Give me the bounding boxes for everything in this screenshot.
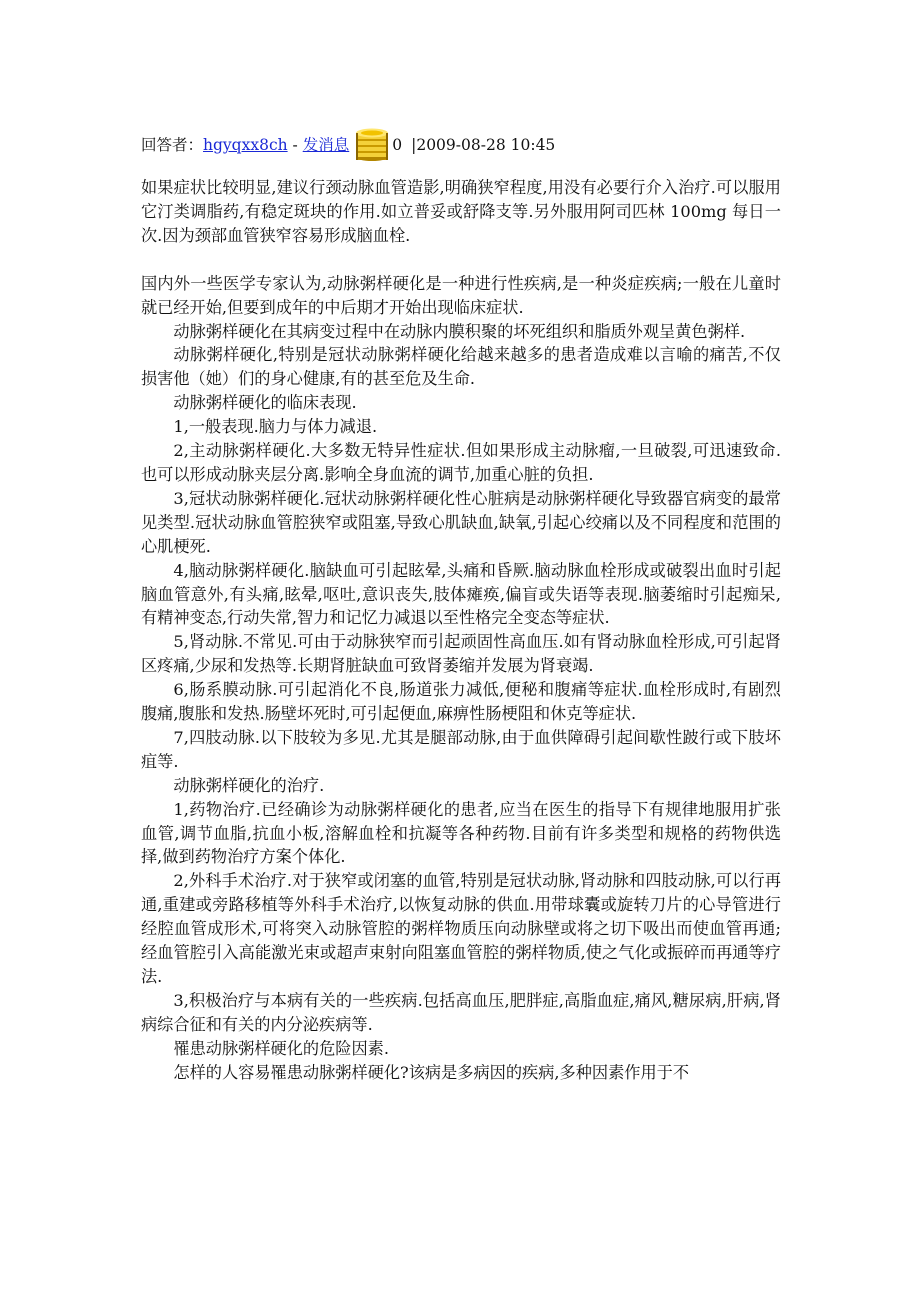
paragraph: 怎样的人容易罹患动脉粥样硬化?该病是多病因的疾病,多种因素作用于不	[173, 1062, 690, 1082]
section-heading: 动脉粥样硬化的临床表现.	[173, 393, 357, 413]
send-message-link[interactable]: 发消息	[302, 136, 350, 154]
paragraph: 如果症状比较明显,建议行颈动脉血管造影,明确狭窄程度,用没有必要行介入治疗.可以服用它汀类调脂药,有稳定斑块的作用.如立普妥或舒降支等.另外服用阿司匹林 100mg 每日一次.因为颈部血管狭窄容易形成脑血栓.	[141, 178, 781, 245]
pipe-separator: |	[411, 136, 417, 154]
paragraph: 1,药物治疗.已经确诊为动脉粥样硬化的患者,应当在医生的指导下有规律地服用扩张血管,调节血脂,抗血小板,溶解血栓和抗凝等各种药物.目前有许多类型和规格的药物供选择,做到药物治疗方案个体化.	[141, 799, 781, 867]
paragraph: 3,冠状动脉粥样硬化.冠状动脉粥样硬化性心脏病是动脉粥样硬化导致器官病变的最常见类型.冠状动脉血管腔狭窄或阻塞,导致心肌缺血,缺氧,引起心绞痛以及不同程度和范围的心肌梗死.	[141, 488, 781, 556]
answerer-label: 回答者：	[141, 136, 204, 154]
paragraph: 动脉粥样硬化在其病变过程中在动脉内膜积聚的坏死组织和脂质外观呈黄色粥样.	[173, 321, 746, 341]
paragraph: 2,外科手术治疗.对于狭窄或闭塞的血管,特别是冠状动脉,肾动脉和四肢动脉,可以行再通,重建或旁路移植等外科手术治疗,以恢复动脉的供血.用带球囊或旋转刀片的心导管进行经腔血管成形术,可将突入动脉管腔的粥样物质压向动脉壁或将之切下吸出而使血管再通;经血管腔引入高能激光束或超声束射向阻塞血管腔的粥样物质,使之气化或振碎而再通等疗法.	[141, 871, 781, 986]
paragraph: 2,主动脉粥样硬化.大多数无特异性症状.但如果形成主动脉瘤,一旦破裂,可迅速致命.也可以形成动脉夹层分离.影响全身血流的调节,加重心脏的负担.	[141, 441, 781, 484]
dash-separator: -	[287, 136, 303, 154]
paragraph: 3,积极治疗与本病有关的一些疾病.包括高血压,肥胖症,高脂血症,痛风,糖尿病,肝病,肾病综合征和有关的内分泌疾病等.	[141, 990, 781, 1034]
paragraph: 7,四肢动脉.以下肢较为多见.尤其是腿部动脉,由于血供障碍引起间歇性跛行或下肢坏疽等.	[141, 727, 781, 771]
paragraph: 1,一般表现.脑力与体力减退.	[173, 417, 378, 437]
answer-document	[141, 128, 781, 1085]
gold-coin-stack-icon	[352, 127, 392, 163]
section-heading: 动脉粥样硬化的治疗.	[173, 775, 325, 795]
answer-meta	[141, 128, 781, 162]
section-heading: 罹患动脉粥样硬化的危险因素.	[173, 1038, 389, 1058]
coin-count: 0	[392, 136, 403, 154]
paragraph: 国内外一些医学专家认为,动脉粥样硬化是一种进行性疾病,是一种炎症疾病;一般在儿童时就已经开始,但要到成年的中后期才开始出现临床症状.	[141, 273, 781, 317]
paragraph: 6,肠系膜动脉.可引起消化不良,肠道张力减低,便秘和腹痛等症状.血栓形成时,有剧烈腹痛,腹胀和发热.肠壁坏死时,可引起便血,麻痹性肠梗阻和休克等症状.	[141, 680, 781, 724]
answer-datetime: 2009-08-28 10:45	[416, 136, 556, 154]
paragraph: 4,脑动脉粥样硬化.脑缺血可引起眩晕,头痛和昏厥.脑动脉血栓形成或破裂出血时引起脑血管意外,有头痛,眩晕,呕吐,意识丧失,肢体瘫痪,偏盲或失语等表现.脑萎缩时引起痴呆,有精神变态,行动失常,智力和记忆力减退以至性格完全变态等症状.	[141, 560, 781, 628]
paragraph: 动脉粥样硬化,特别是冠状动脉粥样硬化给越来越多的患者造成难以言喻的痛苦,不仅损害他（她）们的身心健康,有的甚至危及生命.	[141, 345, 781, 389]
answerer-username-link[interactable]: hgyqxx8ch	[203, 136, 288, 154]
paragraph: 5,肾动脉.不常见.可由于动脉狭窄而引起顽固性高血压.如有肾动脉血栓形成,可引起肾区疼痛,少尿和发热等.长期肾脏缺血可致肾萎缩并发展为肾衰竭.	[141, 632, 781, 676]
